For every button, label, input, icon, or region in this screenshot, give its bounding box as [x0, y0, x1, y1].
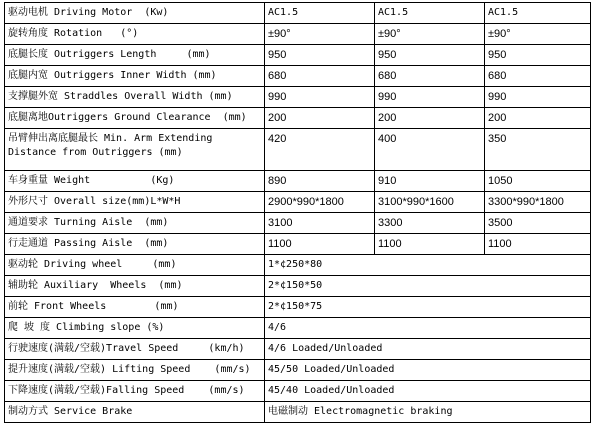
shared-value-cell: 45/50 Loaded/Unloaded	[265, 360, 591, 381]
value-cell-model-1: 990	[265, 87, 375, 108]
table-row	[5, 339, 591, 360]
shared-value-cell: 2*¢150*75	[265, 297, 591, 318]
value-cell-model-2: 3300	[375, 213, 485, 234]
value-cell-model-3: 990	[485, 87, 591, 108]
value-cell-model-3: 350	[485, 129, 591, 171]
spec-table-body	[5, 3, 591, 423]
value-cell-model-1: ±90°	[265, 24, 375, 45]
table-row	[5, 66, 591, 87]
parameter-label: 吊臂伸出离底腿最长 Min. Arm Extending Distance from Outriggers (mm)	[5, 129, 265, 171]
value-cell-model-3: 680	[485, 66, 591, 87]
value-cell-model-3: 950	[485, 45, 591, 66]
table-row	[5, 213, 591, 234]
table-row	[5, 255, 591, 276]
parameter-label: 行驶速度(满载/空载)Travel Speed (km/h)	[5, 339, 265, 360]
value-cell-model-3: 200	[485, 108, 591, 129]
parameter-label: 爬 坡 度 Climbing slope (%)	[5, 318, 265, 339]
value-cell-model-1: AC1.5	[265, 3, 375, 24]
parameter-label: 辅助轮 Auxiliary Wheels (mm)	[5, 276, 265, 297]
value-cell-model-2: 200	[375, 108, 485, 129]
value-cell-model-1: 2900*990*1800	[265, 192, 375, 213]
parameter-label: 制动方式 Service Brake	[5, 402, 265, 423]
parameter-label: 通道要求 Turning Aisle (mm)	[5, 213, 265, 234]
parameter-label: 支撑腿外宽 Straddles Overall Width (mm)	[5, 87, 265, 108]
shared-value-cell: 2*¢150*50	[265, 276, 591, 297]
parameter-label: 底腿离地Outriggers Ground Clearance (mm)	[5, 108, 265, 129]
parameter-label: 驱动电机 Driving Motor (Kw)	[5, 3, 265, 24]
value-cell-model-1: 3100	[265, 213, 375, 234]
table-row	[5, 24, 591, 45]
value-cell-model-3: 3500	[485, 213, 591, 234]
spec-table	[4, 2, 591, 423]
table-row	[5, 297, 591, 318]
value-cell-model-2: 990	[375, 87, 485, 108]
value-cell-model-3: 1100	[485, 234, 591, 255]
table-row	[5, 276, 591, 297]
value-cell-model-3: AC1.5	[485, 3, 591, 24]
value-cell-model-1: 890	[265, 171, 375, 192]
parameter-label: 车身重量 Weight (Kg)	[5, 171, 265, 192]
value-cell-model-2: 910	[375, 171, 485, 192]
parameter-label: 前轮 Front Wheels (mm)	[5, 297, 265, 318]
shared-value-cell: 1*¢250*80	[265, 255, 591, 276]
shared-value-cell: 4/6 Loaded/Unloaded	[265, 339, 591, 360]
table-row	[5, 108, 591, 129]
table-row	[5, 381, 591, 402]
parameter-label: 下降速度(满载/空载)Falling Speed (mm/s)	[5, 381, 265, 402]
value-cell-model-2: 3100*990*1600	[375, 192, 485, 213]
value-cell-model-2: 400	[375, 129, 485, 171]
parameter-label: 底腿内宽 Outriggers Inner Width (mm)	[5, 66, 265, 87]
table-row	[5, 45, 591, 66]
value-cell-model-1: 1100	[265, 234, 375, 255]
table-row	[5, 192, 591, 213]
value-cell-model-1: 680	[265, 66, 375, 87]
table-row	[5, 318, 591, 339]
value-cell-model-1: 950	[265, 45, 375, 66]
table-row	[5, 129, 591, 171]
value-cell-model-1: 200	[265, 108, 375, 129]
parameter-label: 提升速度(满载/空载) Lifting Speed (mm/s)	[5, 360, 265, 381]
table-row	[5, 171, 591, 192]
value-cell-model-2: ±90°	[375, 24, 485, 45]
value-cell-model-1: 420	[265, 129, 375, 171]
parameter-label: 底腿长度 Outriggers Length (mm)	[5, 45, 265, 66]
shared-value-cell: 电磁制动 Electromagnetic braking	[265, 402, 591, 423]
value-cell-model-2: 1100	[375, 234, 485, 255]
table-row	[5, 3, 591, 24]
parameter-label: 外形尺寸 Overall size(mm)L*W*H	[5, 192, 265, 213]
value-cell-model-3: 3300*990*1800	[485, 192, 591, 213]
parameter-label: 旋转角度 Rotation (°)	[5, 24, 265, 45]
parameter-label: 驱动轮 Driving wheel (mm)	[5, 255, 265, 276]
table-row	[5, 87, 591, 108]
table-row	[5, 234, 591, 255]
value-cell-model-3: 1050	[485, 171, 591, 192]
table-row	[5, 360, 591, 381]
table-row	[5, 402, 591, 423]
value-cell-model-2: 680	[375, 66, 485, 87]
shared-value-cell: 4/6	[265, 318, 591, 339]
value-cell-model-3: ±90°	[485, 24, 591, 45]
value-cell-model-2: AC1.5	[375, 3, 485, 24]
parameter-label: 行走通道 Passing Aisle (mm)	[5, 234, 265, 255]
shared-value-cell: 45/40 Loaded/Unloaded	[265, 381, 591, 402]
value-cell-model-2: 950	[375, 45, 485, 66]
